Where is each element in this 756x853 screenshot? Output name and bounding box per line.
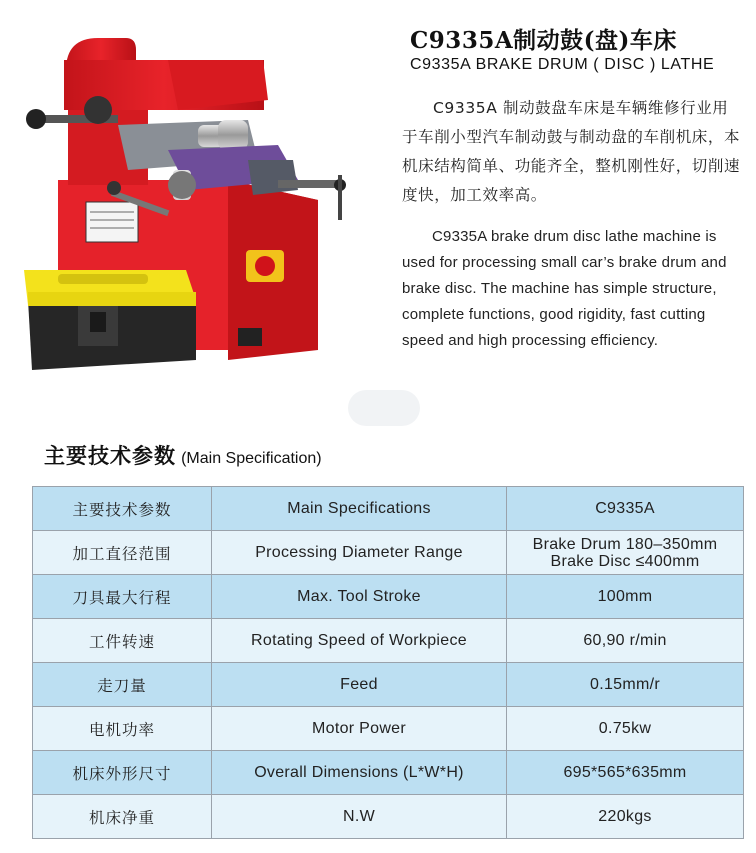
- spec-label-en: Feed: [212, 663, 507, 707]
- description-cn: C9335A 制动鼓盘车床是车辆维修行业用于车削小型汽车制动鼓与制动盘的车削机床，本机床结构简单、功能齐全，整机刚性好，切削速度快，加工效率高。: [402, 99, 741, 204]
- spec-value-line: Brake Disc ≤400mm: [550, 552, 700, 570]
- page-title-cn: C9335A制动鼓(盘)车床: [410, 27, 677, 54]
- spec-label-cn: 走刀量: [33, 663, 212, 707]
- spec-label-en: Motor Power: [212, 707, 507, 751]
- spec-row: [33, 487, 744, 531]
- spec-label-en: Main Specifications: [212, 487, 507, 531]
- spec-label-cn: 主要技术参数: [33, 487, 212, 531]
- spec-label-en: Max. Tool Stroke: [212, 575, 507, 619]
- spec-label-cn: 机床外形尺寸: [33, 751, 212, 795]
- spec-label-cn: 工件转速: [33, 619, 212, 663]
- spec-row: [33, 795, 744, 839]
- spec-label-en: Processing Diameter Range: [212, 531, 507, 575]
- spec-value: 60,90 r/min: [507, 619, 744, 663]
- spec-heading-en: (Main Specification): [181, 450, 322, 467]
- spec-label-cn: 加工直径范围: [33, 531, 212, 575]
- page-title-en: C9335A BRAKE DRUM ( DISC ) LATHE: [410, 56, 715, 73]
- spec-row: [33, 751, 744, 795]
- spec-value: C9335A: [507, 487, 744, 531]
- spec-table: [32, 486, 744, 839]
- spec-value: 0.15mm/r: [507, 663, 744, 707]
- spec-value: 220kgs: [507, 795, 744, 839]
- spec-row: [33, 663, 744, 707]
- spec-label-cn: 电机功率: [33, 707, 212, 751]
- spec-label-en: N.W: [212, 795, 507, 839]
- decorative-pill: [348, 390, 420, 426]
- spec-heading-cn: 主要技术参数: [44, 443, 176, 468]
- spec-value: 100mm: [507, 575, 744, 619]
- description-en: C9335A brake drum disc lathe machine is used for processing small car’s brake drum and brake disc. The machine has simple structure, complete functions, good rigidity, fast cutting speed and high processing efficiency.: [402, 228, 727, 349]
- spec-row: [33, 531, 744, 575]
- spec-value: 0.75kw: [507, 707, 744, 751]
- spec-label-cn: 机床净重: [33, 795, 212, 839]
- spec-label-en: Rotating Speed of Workpiece: [212, 619, 507, 663]
- spec-value: 695*565*635mm: [507, 751, 744, 795]
- brake-lathe-machine-image: [18, 30, 363, 375]
- spec-row: [33, 619, 744, 663]
- spec-section-heading: [44, 440, 322, 470]
- spec-value-line: Brake Drum 180–350mm: [532, 535, 718, 553]
- spec-row: [33, 575, 744, 619]
- spec-label-cn: 刀具最大行程: [33, 575, 212, 619]
- spec-row: [33, 707, 744, 751]
- spec-value: [507, 531, 744, 575]
- spec-label-en: Overall Dimensions (L*W*H): [212, 751, 507, 795]
